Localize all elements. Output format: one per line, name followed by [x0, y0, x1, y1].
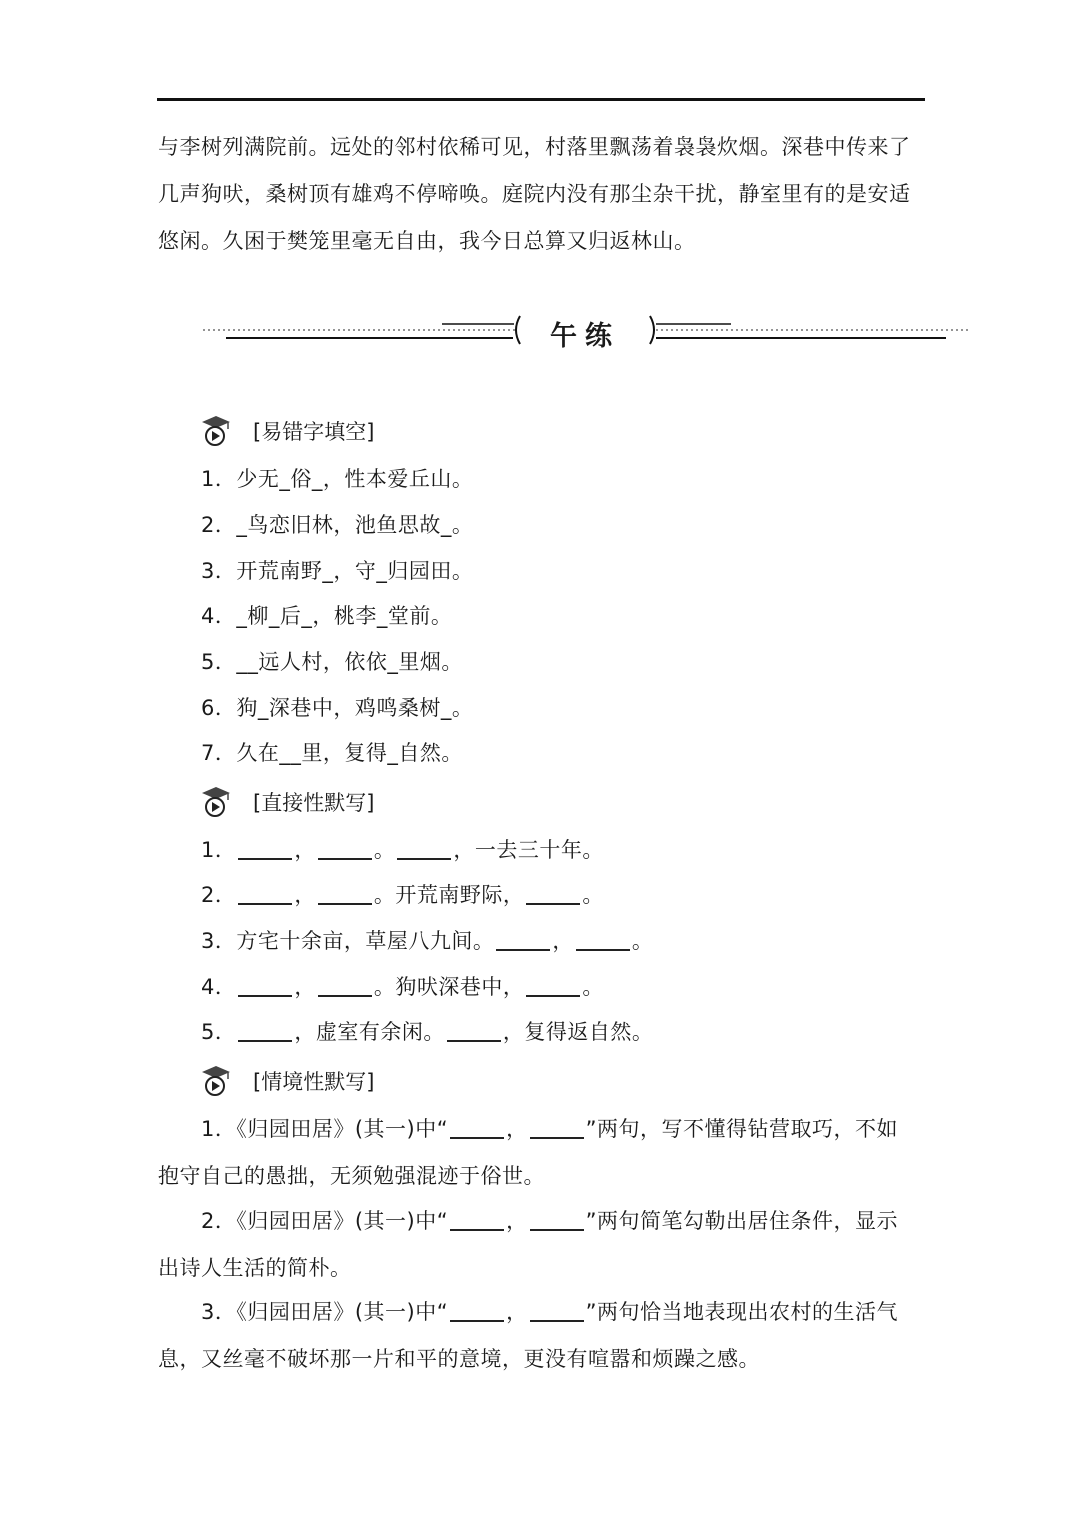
item-text: 。: [373, 838, 396, 862]
section-title: [易错字填空]: [253, 420, 375, 444]
question-line: [158, 1198, 928, 1245]
section-header-typo-fill: [201, 413, 374, 449]
list-item: [201, 926, 653, 956]
item-text: ，: [552, 929, 574, 953]
question-continuation: 出诗人生活的简朴。: [158, 1256, 352, 1280]
section-title: [直接性默写]: [253, 791, 375, 815]
intro-paragraph: [158, 124, 928, 265]
section-banner: [0, 300, 1080, 370]
answer-blank[interactable]: [530, 1117, 584, 1139]
section-header-direct-recitation: [201, 784, 374, 820]
item-text: ，: [294, 975, 316, 999]
item-text: ”两句恰当地表现出农村的生活气: [585, 1300, 899, 1324]
answer-blank[interactable]: [238, 975, 292, 997]
item-text: ”两句简笔勾勒出居住条件，显示: [585, 1209, 899, 1233]
answer-blank[interactable]: [450, 1209, 504, 1231]
item-text: 。开荒南野际，: [373, 883, 525, 907]
item-text: ”两句，写不懂得钻营取巧，不如: [585, 1117, 899, 1141]
item-number: 1．: [201, 838, 237, 862]
question-line: [158, 1106, 928, 1153]
answer-blank[interactable]: [576, 929, 630, 951]
item-text: ，一去三十年。: [453, 838, 604, 862]
question-item: [158, 1289, 928, 1383]
answer-blank[interactable]: [530, 1209, 584, 1231]
item-text: ，虚室有余闲。: [294, 1020, 445, 1044]
list-item: [201, 1017, 653, 1047]
list-item: 5．__远人村，依依_里烟。: [201, 650, 463, 674]
answer-blank[interactable]: [496, 929, 550, 951]
answer-blank[interactable]: [447, 1020, 501, 1042]
question-item: [158, 1106, 928, 1200]
item-text: ，: [294, 838, 316, 862]
list-item: 4．_柳_后_，桃李_堂前。: [201, 604, 453, 628]
list-item: [201, 835, 604, 865]
item-text: 。: [631, 929, 654, 953]
section-header-contextual-recitation: [201, 1063, 374, 1099]
item-text: ，复得返自然。: [502, 1020, 654, 1044]
item-text: 1．《归园田居》(其一)中“: [201, 1117, 449, 1141]
mortarboard-play-icon: [201, 414, 231, 448]
item-number: 4．: [201, 975, 237, 999]
item-text: 。: [582, 975, 604, 999]
answer-blank[interactable]: [530, 1300, 584, 1322]
answer-blank[interactable]: [526, 975, 580, 997]
list-item: 3．开荒南野_，守_归园田。: [201, 559, 474, 583]
banner-title: 午练: [550, 321, 620, 352]
item-text: 。: [582, 883, 604, 907]
intro-line: 悠闲。久困于樊笼里毫无自由，我今日总算又归返林山。: [158, 229, 696, 253]
item-text: 方宅十余亩，草屋八九间。: [236, 929, 495, 953]
item-text: 。狗吠深巷中，: [373, 975, 525, 999]
answer-blank[interactable]: [318, 838, 372, 860]
answer-blank[interactable]: [238, 1020, 292, 1042]
item-text: ，: [506, 1300, 528, 1324]
item-text: 3．《归园田居》(其一)中“: [201, 1300, 449, 1324]
question-continuation: 息，又丝毫不破坏那一片和平的意境，更没有喧嚣和烦躁之感。: [158, 1347, 760, 1371]
item-text: ，: [506, 1209, 528, 1233]
intro-line: 几声狗吠，桑树顶有雄鸡不停啼唤。庭院内没有那尘杂干扰，静室里有的是安适: [158, 182, 911, 206]
list-item: 2．_鸟恋旧林，池鱼思故_。: [201, 513, 474, 537]
item-text: 2．《归园田居》(其一)中“: [201, 1209, 449, 1233]
item-text: ，: [506, 1117, 528, 1141]
question-continuation: 抱守自己的愚拙，无须勉强混迹于俗世。: [158, 1164, 545, 1188]
top-rule: [157, 98, 925, 101]
mortarboard-play-icon: [201, 1064, 231, 1098]
item-number: 3．: [201, 929, 237, 953]
list-item: [201, 880, 604, 910]
list-item: 1．少无_俗_，性本爱丘山。: [201, 467, 474, 491]
item-number: 5．: [201, 1020, 237, 1044]
answer-blank[interactable]: [526, 883, 580, 905]
list-item: [201, 972, 604, 1002]
answer-blank[interactable]: [450, 1117, 504, 1139]
mortarboard-play-icon: [201, 785, 231, 819]
answer-blank[interactable]: [238, 883, 292, 905]
answer-blank[interactable]: [397, 838, 451, 860]
list-item: 6．狗_深巷中，鸡鸣桑树_。: [201, 696, 474, 720]
list-item: 7．久在__里，复得_自然。: [201, 741, 463, 765]
item-text: ，: [294, 883, 316, 907]
answer-blank[interactable]: [450, 1300, 504, 1322]
question-line: [158, 1289, 928, 1336]
section-title: [情境性默写]: [253, 1070, 375, 1094]
answer-blank[interactable]: [238, 838, 292, 860]
answer-blank[interactable]: [318, 975, 372, 997]
answer-blank[interactable]: [318, 883, 372, 905]
question-item: [158, 1198, 928, 1292]
intro-line: 与李树列满院前。远处的邻村依稀可见，村落里飘荡着袅袅炊烟。深巷中传来了: [158, 135, 911, 159]
item-number: 2．: [201, 883, 237, 907]
